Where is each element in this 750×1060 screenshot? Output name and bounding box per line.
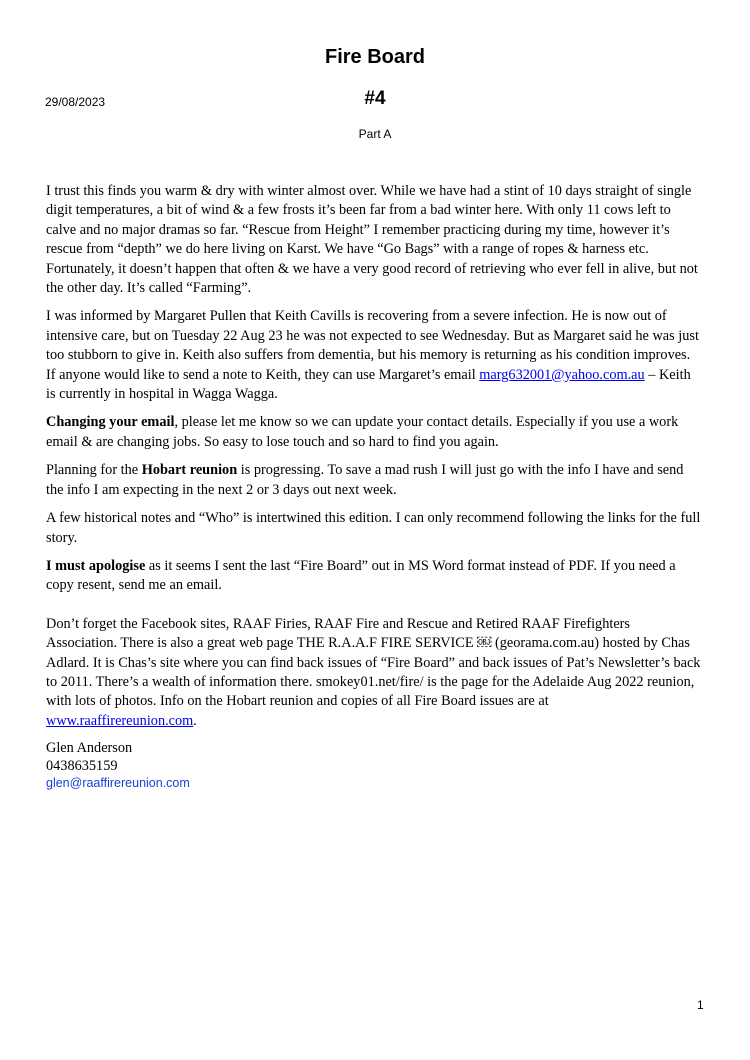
facebook-text: Don’t forget the Facebook sites, RAAF Firies, RAAF Fire and Rescue and Retired RAAF Firefighters Association. There is also a great web page THE R.A.A.F FIRE SERVICE ￼ (georama.com.au) hosted by Chas Adlard. It is Chas’s site where you can find back issues of “Fire Board” and back issues of Pat’s Newsletter’s back to 2011. There’s a wealth of information there. smokey01.net/fire/ is the page for the Adelaide Aug 2022 reunion, with lots of photos. Info on the Hobart reunion and copies of all Fire Board issues are at (46, 615, 701, 710)
paragraph-change-email (46, 413, 701, 452)
document-title: Fire Board (324, 46, 426, 68)
facebook-tail: . (193, 712, 197, 729)
reunion-website-link[interactable]: www.raaffirereunion.com (46, 712, 194, 729)
signature-phone: 0438635159 (46, 757, 118, 774)
paragraph-winter: I trust this finds you warm & dry with winter almost over. While we have had a stint of 10 days straight of single digit temperatures, a bit of wind & a few frosts it’s been far from a bad winter here. With only 11 cows left to calve and no major dramas so far. “Rescue from Height” I remember practicing during my time, however it’s rescue from “depth” we do here living on Karst. We have “Go Bags” with a range of ropes & harness etc. Fortunately, it doesn’t happen that often & we have a very good record of retrieving who ever fell in alive, but not the other day. It’s called “Farming”. (46, 183, 698, 297)
apologise-text: as it seems I sent the last “Fire Board” out in MS Word format instead of PDF. If you need a copy resent, send me an email. (46, 557, 676, 594)
paragraph-keith-text: I was informed by Margaret Pullen that Keith Cavills is recovering from a severe infection. He is now out of intensive care, but on Tuesday 22 Aug 23 he was not expected to see Wednesday. But as Margaret said he was just too stubborn to give in. Keith also suffers from dementia, but his memory is returning as his condition improves. If anyone would like to send a note to Keith, they can use Margaret’s email (46, 308, 699, 383)
signature-email-link[interactable]: glen@raaffirereunion.com (46, 775, 190, 790)
paragraph-keith (46, 307, 701, 404)
hobart-start: Planning for the (46, 462, 142, 479)
margaret-email-link[interactable]: marg632001@yahoo.com.au (479, 366, 645, 383)
document-body (46, 182, 701, 792)
paragraph-facebook (46, 615, 701, 731)
signature-name: Glen Anderson (46, 740, 133, 757)
paragraph-apologise (46, 557, 701, 596)
document-date: 29/08/2023 (45, 95, 106, 109)
paragraph-historical: A few historical notes and “Who” is intertwined this edition. I can only recommend following the links for the full story. (46, 510, 701, 546)
paragraph-hobart (46, 461, 701, 500)
change-email-text: , please let me know so we can update your contact details. Especially if you use a work email & are changing jobs. So easy to lose touch and so hard to find you again. (46, 414, 679, 450)
issue-number: #4 (364, 88, 386, 109)
paragraph-keith-tail: – Keith is currently in hospital in Wagga Wagga. (46, 366, 691, 403)
hobart-text: is progressing. To save a mad rush I will just go with the info I have and send the info I am expecting in the next 2 or 3 days out next week. (46, 462, 684, 498)
page-number: 1 (697, 998, 704, 1012)
part-label: Part A (358, 127, 392, 141)
hobart-reunion-bold: Hobart reunion (141, 462, 238, 479)
change-email-heading: Changing your email (46, 414, 175, 431)
apologise-heading: I must apologise (46, 557, 146, 574)
signature-block (46, 740, 701, 792)
